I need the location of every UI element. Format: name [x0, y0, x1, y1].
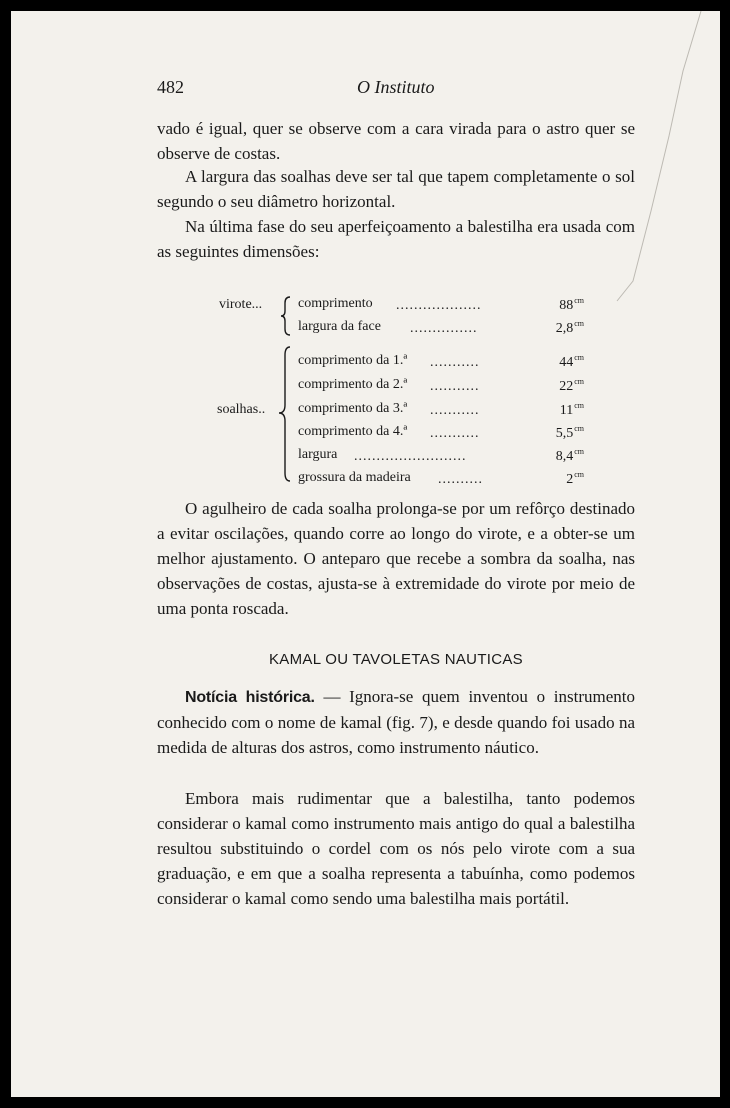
- dot-leader: ...........: [430, 355, 480, 370]
- virote-group-label: virote...: [219, 297, 263, 312]
- dim-value: $11^{cm}$: [559, 401, 584, 418]
- dot-leader: ...............: [410, 321, 478, 336]
- virote-row-comprimento: [298, 296, 584, 316]
- dim-value: $22^{cm}$: [559, 377, 584, 394]
- dim-label: comprimento da 3.ª: [298, 401, 408, 416]
- dot-leader: ...........: [430, 403, 480, 418]
- dim-value: $8,4^{cm}$: [555, 447, 584, 464]
- dot-leader: ...........: [430, 426, 480, 441]
- dot-leader: .........................: [354, 449, 467, 464]
- section-heading: KAMAL OU TAVOLETAS NAUTICAS: [269, 651, 523, 668]
- soalhas-brace: [277, 345, 293, 483]
- paragraph-4: O agulheiro de cada soalha prolonga-se por um refôrço destinado a evitar oscilações, quando corre ao longo do virote, e a obter-se um melhor ajustamento. O anteparo que recebe a sombra da soalha, nas observações de costas, ajusta-se à extremidade do virote por meio de uma ponta roscada.: [157, 499, 635, 618]
- dim-label: comprimento da 1.ª: [298, 353, 408, 368]
- soalhas-row-4: [298, 424, 584, 444]
- dim-label: largura da face: [298, 319, 381, 334]
- dim-value: $2,8^{cm}$: [555, 319, 584, 336]
- soalhas-row-1: [298, 353, 584, 373]
- soalhas-row-largura: [298, 447, 584, 467]
- dim-label: comprimento da 4.ª: [298, 424, 408, 439]
- page-number: 482: [157, 77, 184, 97]
- soalhas-row-grossura: [298, 470, 584, 490]
- dim-value: $5,5^{cm}$: [555, 424, 584, 441]
- paragraph-2: A largura das soalhas deve ser tal que tapem completamente o sol segundo o seu diâmetro horizontal.: [157, 167, 635, 211]
- dim-label: comprimento: [298, 296, 373, 311]
- paragraph-1: vado é igual, quer se observe com a cara virada para o astro quer se observe de costas.: [157, 119, 635, 163]
- paragraph-5-text: — Ignora-se quem inventou o instrumento conhecido com o nome de kamal (fig. 7), e desde quando foi usado na medida de alturas dos astros, como instrumento náutico.: [157, 687, 636, 757]
- paragraph-6: Embora mais rudimentar que a balestilha, tanto podemos considerar o kamal como instrumento mais antigo do qual a balestilha resultou substituindo o cordel com os nós pelo virote com a sua graduação, e em que a soalha representa a tabuínha, como podemos considerar o kamal como sendo uma balestilha mais portátil.: [157, 789, 635, 908]
- running-title: O Instituto: [357, 77, 435, 97]
- dim-value: $44^{cm}$: [559, 353, 584, 370]
- dim-label: grossura da madeira: [298, 470, 411, 485]
- soalhas-row-3: [298, 401, 584, 421]
- dot-leader: ...................: [396, 298, 482, 313]
- dot-leader: ...........: [430, 379, 480, 394]
- paragraph-5: [157, 684, 635, 760]
- scanned-page: [11, 11, 720, 1097]
- dim-label: largura: [298, 447, 338, 462]
- dim-value: $88^{cm}$: [559, 296, 584, 313]
- paragraph-3: Na última fase do seu aperfeiçoamento a balestilha era usada com as seguintes dimensões:: [157, 217, 635, 261]
- paragraph-lead: Notícia histórica.: [185, 689, 315, 706]
- soalhas-row-2: [298, 377, 584, 397]
- soalhas-group-label: soalhas..: [217, 402, 266, 417]
- virote-brace: [279, 295, 293, 337]
- dim-value: $2^{cm}$: [566, 470, 584, 487]
- dim-label: comprimento da 2.ª: [298, 377, 408, 392]
- virote-row-largura-da-face: [298, 319, 584, 339]
- dot-leader: ..........: [438, 472, 483, 487]
